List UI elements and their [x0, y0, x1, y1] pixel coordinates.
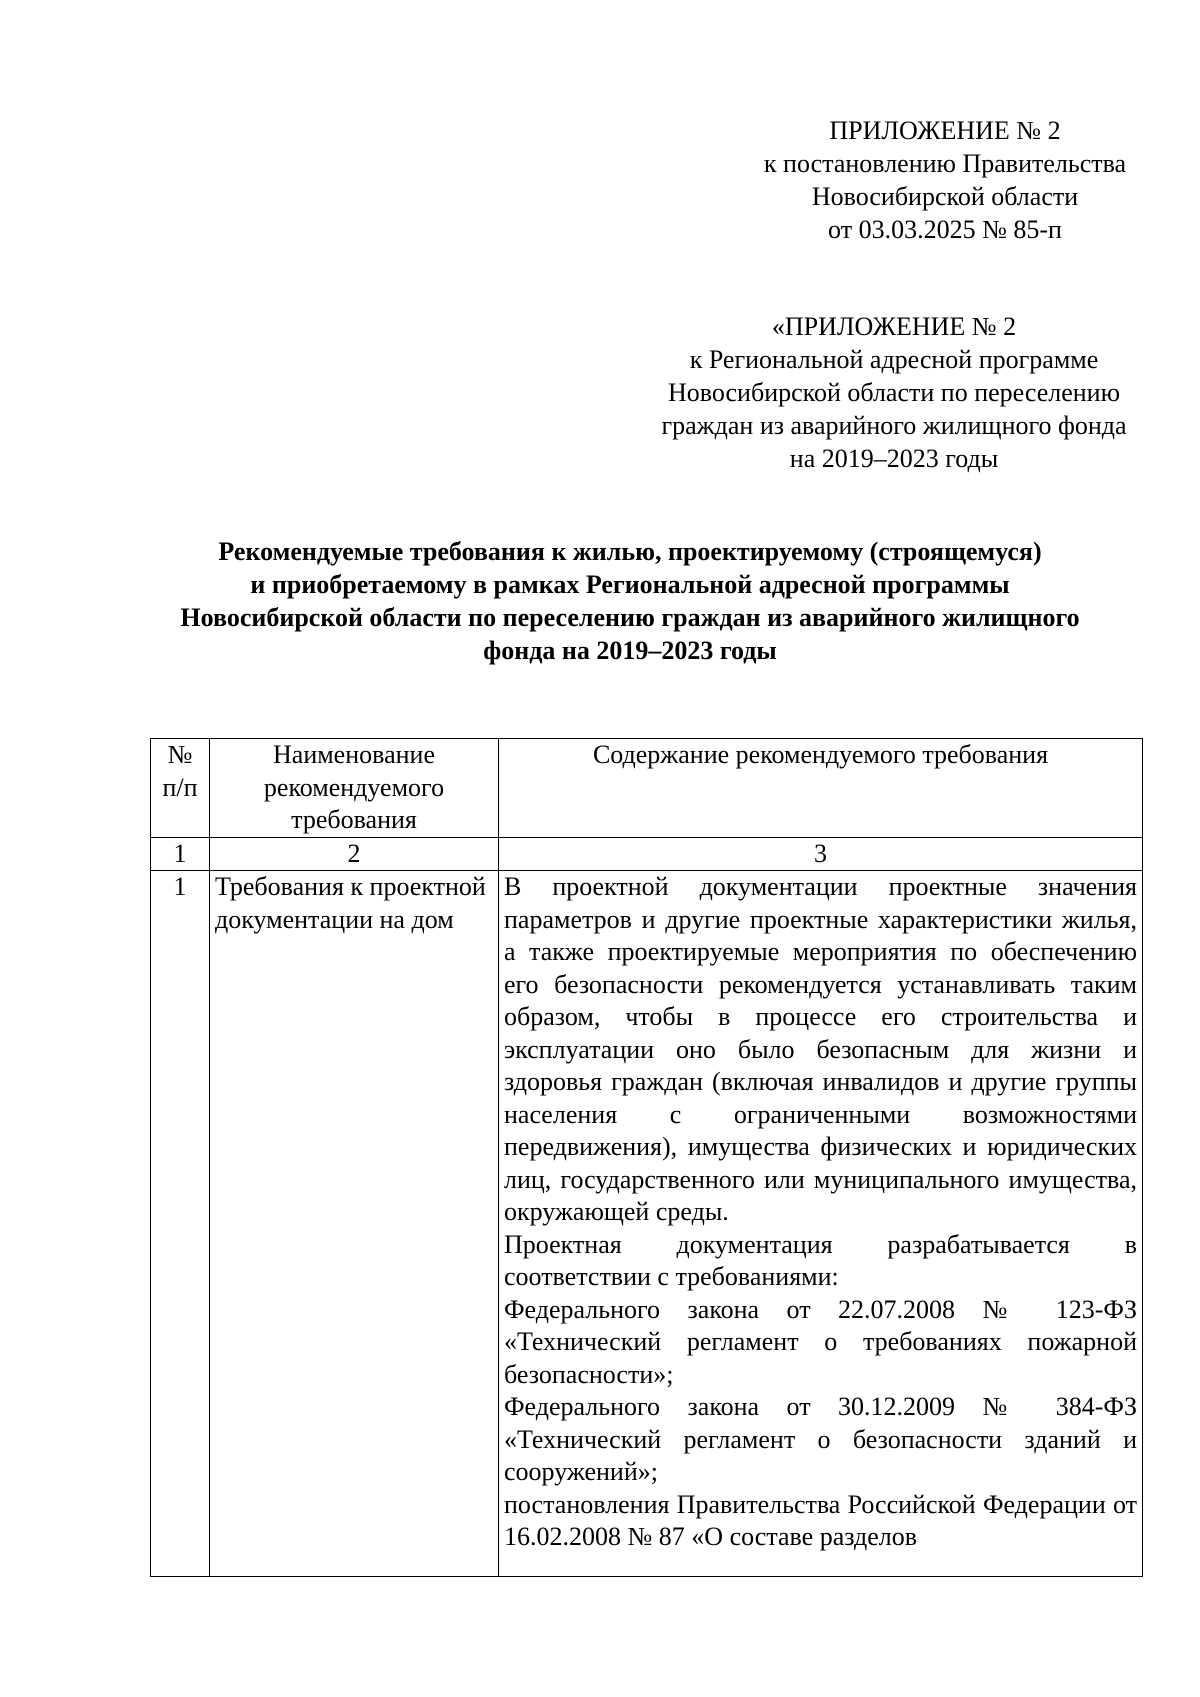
approval-line: к Региональной адресной программе — [689, 345, 1099, 374]
content-paragraph: Федерального закона от 22.07.2008 № 123-ФЗ «Технический регламент о требованиях пожарной безопасности»; — [504, 1294, 1137, 1389]
column-number-cell: 1 — [151, 837, 210, 871]
content-paragraph: постановления Правительства Российской Федерации от 16.02.2008 № 87 «О составе разделов — [504, 1489, 1137, 1551]
approval-line: на 2019–2023 годы — [789, 444, 999, 473]
header-name-cell: Наименование рекомендуемого требования — [210, 739, 499, 838]
requirements-table — [150, 738, 1143, 1577]
row-number-cell: 1 — [151, 871, 210, 1577]
content-paragraph: Проектная документация разрабатывается в соответствии с требованиями: — [504, 1229, 1137, 1291]
approval-line: «ПРИЛОЖЕНИЕ № 2 — [771, 312, 1017, 341]
content-paragraph: В проектной документации проектные значения параметров и другие проектные характеристики жилья, а также проектируемые мероприятия по обеспечению его безопасности рекомендуется устанавливать таким образом, чтобы в процессе его строительства и эксплуатации оно было безопасным для жизни и здоровья граждан (включая инвалидов и другие группы населения с ограниченными возможностями передвижения), имущества физических и юридических лиц, государственного или муниципального имущества, окружающей среды. — [504, 872, 1137, 1226]
approval-line: к постановлению Правительства — [763, 149, 1127, 178]
document-title — [150, 535, 1110, 667]
approval-line: ПРИЛОЖЕНИЕ № 2 — [829, 116, 1061, 145]
column-number-cell: 3 — [499, 837, 1143, 871]
approval-line: Новосибирской области — [811, 182, 1079, 211]
approval-line: от 03.03.2025 № 85-п — [828, 215, 1062, 244]
approval-line: Новосибирской области по переселению — [667, 378, 1121, 407]
approval-block-program — [633, 310, 1155, 475]
header-number-cell: № п/п — [151, 739, 210, 838]
title-line: Новосибирской области по переселению граждан из аварийного жилищного — [180, 603, 1080, 632]
table-row — [151, 871, 1143, 1577]
title-line: Рекомендуемые требования к жилью, проектируемому (строящемуся) — [218, 537, 1042, 566]
approval-line: граждан из аварийного жилищного фонда — [661, 411, 1127, 440]
title-line: и приобретаемому в рамках Региональной адресной программы — [250, 570, 1010, 599]
approval-block-decree — [735, 114, 1155, 246]
header-content-cell: Содержание рекомендуемого требования — [499, 739, 1143, 838]
row-name-cell: Требования к проектной документации на дом — [210, 871, 499, 1577]
content-paragraph: Федерального закона от 30.12.2009 № 384-ФЗ «Технический регламент о безопасности зданий и сооружений»; — [504, 1392, 1137, 1486]
title-line: фонда на 2019–2023 годы — [483, 636, 777, 665]
row-content-cell — [499, 871, 1143, 1577]
table-header-row — [151, 739, 1143, 838]
column-numbers-row — [151, 837, 1143, 871]
column-number-cell: 2 — [210, 837, 499, 871]
